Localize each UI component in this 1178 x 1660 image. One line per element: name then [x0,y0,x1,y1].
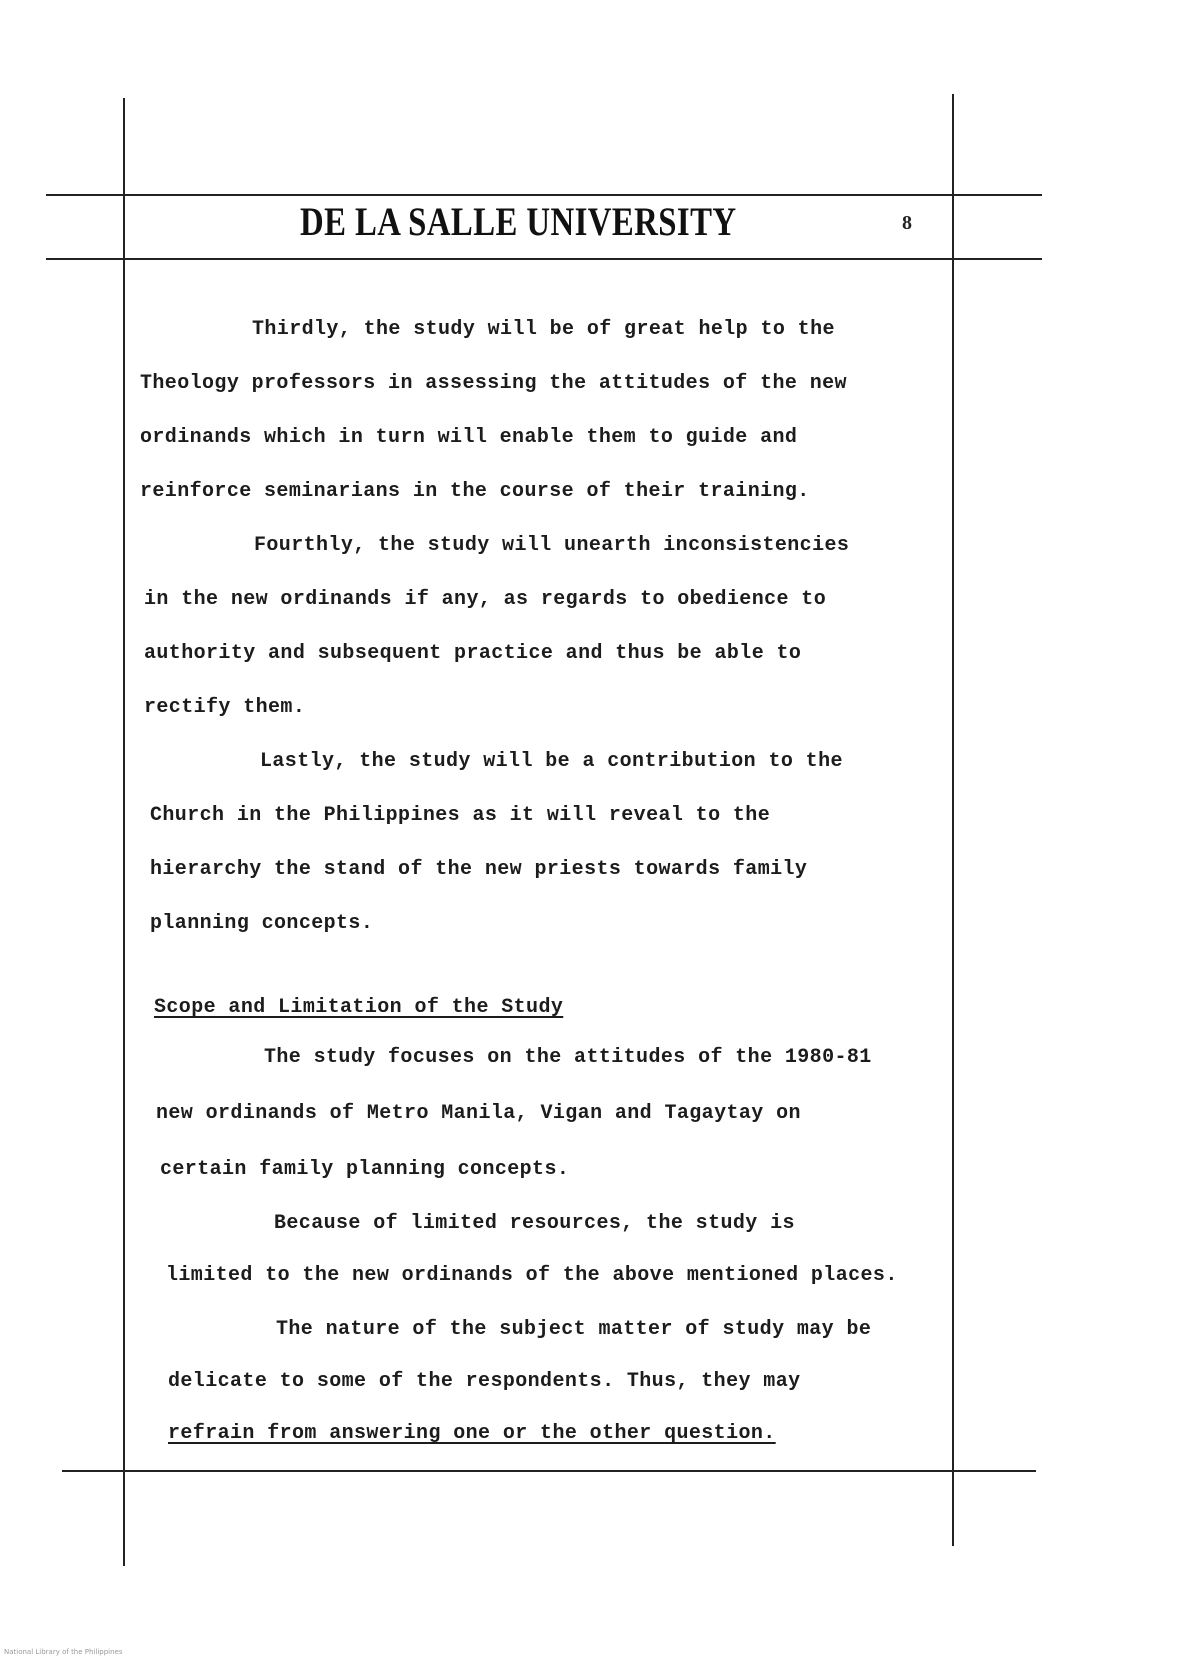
paragraph-1-line-3: ordinands which in turn will enable them to guide and [140,426,798,449]
paragraph-2-line-4: rectify them. [144,696,306,719]
paragraph-3-line-4: planning concepts. [150,912,374,935]
paragraph-3-line-3: hierarchy the stand of the new priests towards family [150,858,808,881]
paragraph-4-line-1: The study focuses on the attitudes of the 1980-81 [264,1046,872,1069]
paragraph-1-line-1: Thirdly, the study will be of great help to the [252,318,835,341]
paragraph-6-line-1: The nature of the subject matter of study may be [276,1318,872,1341]
paragraph-1-line-2: Theology professors in assessing the attitudes of the new [140,372,847,395]
paragraph-5-line-2: limited to the new ordinands of the above mentioned places. [166,1264,898,1287]
paragraph-2-line-2: in the new ordinands if any, as regards to obedience to [144,588,827,611]
paragraph-6-line-3: refrain from answering one or the other question. [168,1422,776,1445]
paragraph-4-line-2: new ordinands of Metro Manila, Vigan and Tagaytay on [156,1102,801,1125]
section-heading: Scope and Limitation of the Study [154,996,564,1019]
bottom-margin-rule [62,1470,1036,1472]
paragraph-3-line-2: Church in the Philippines as it will reveal to the [150,804,771,827]
left-margin-rule [123,98,125,1566]
paragraph-3-line-1: Lastly, the study will be a contribution to the [260,750,843,773]
paragraph-2-line-3: authority and subsequent practice and thus be able to [144,642,802,665]
paragraph-2-line-1: Fourthly, the study will unearth inconsistencies [254,534,850,557]
page-number: 8 [902,212,912,234]
header-top-rule [46,194,1042,196]
university-header-title: DE LA SALLE UNIVERSITY [300,199,737,244]
paragraph-6-line-2: delicate to some of the respondents. Thus, they may [168,1370,801,1393]
header-bottom-rule [46,258,1042,260]
paragraph-4-line-3: certain family planning concepts. [160,1158,570,1181]
paragraph-1-line-4: reinforce seminarians in the course of their training. [140,480,810,503]
scan-footer-note: National Library of the Philippines [4,1648,123,1656]
paragraph-5-line-1: Because of limited resources, the study is [274,1212,795,1235]
right-margin-rule [952,94,954,1546]
